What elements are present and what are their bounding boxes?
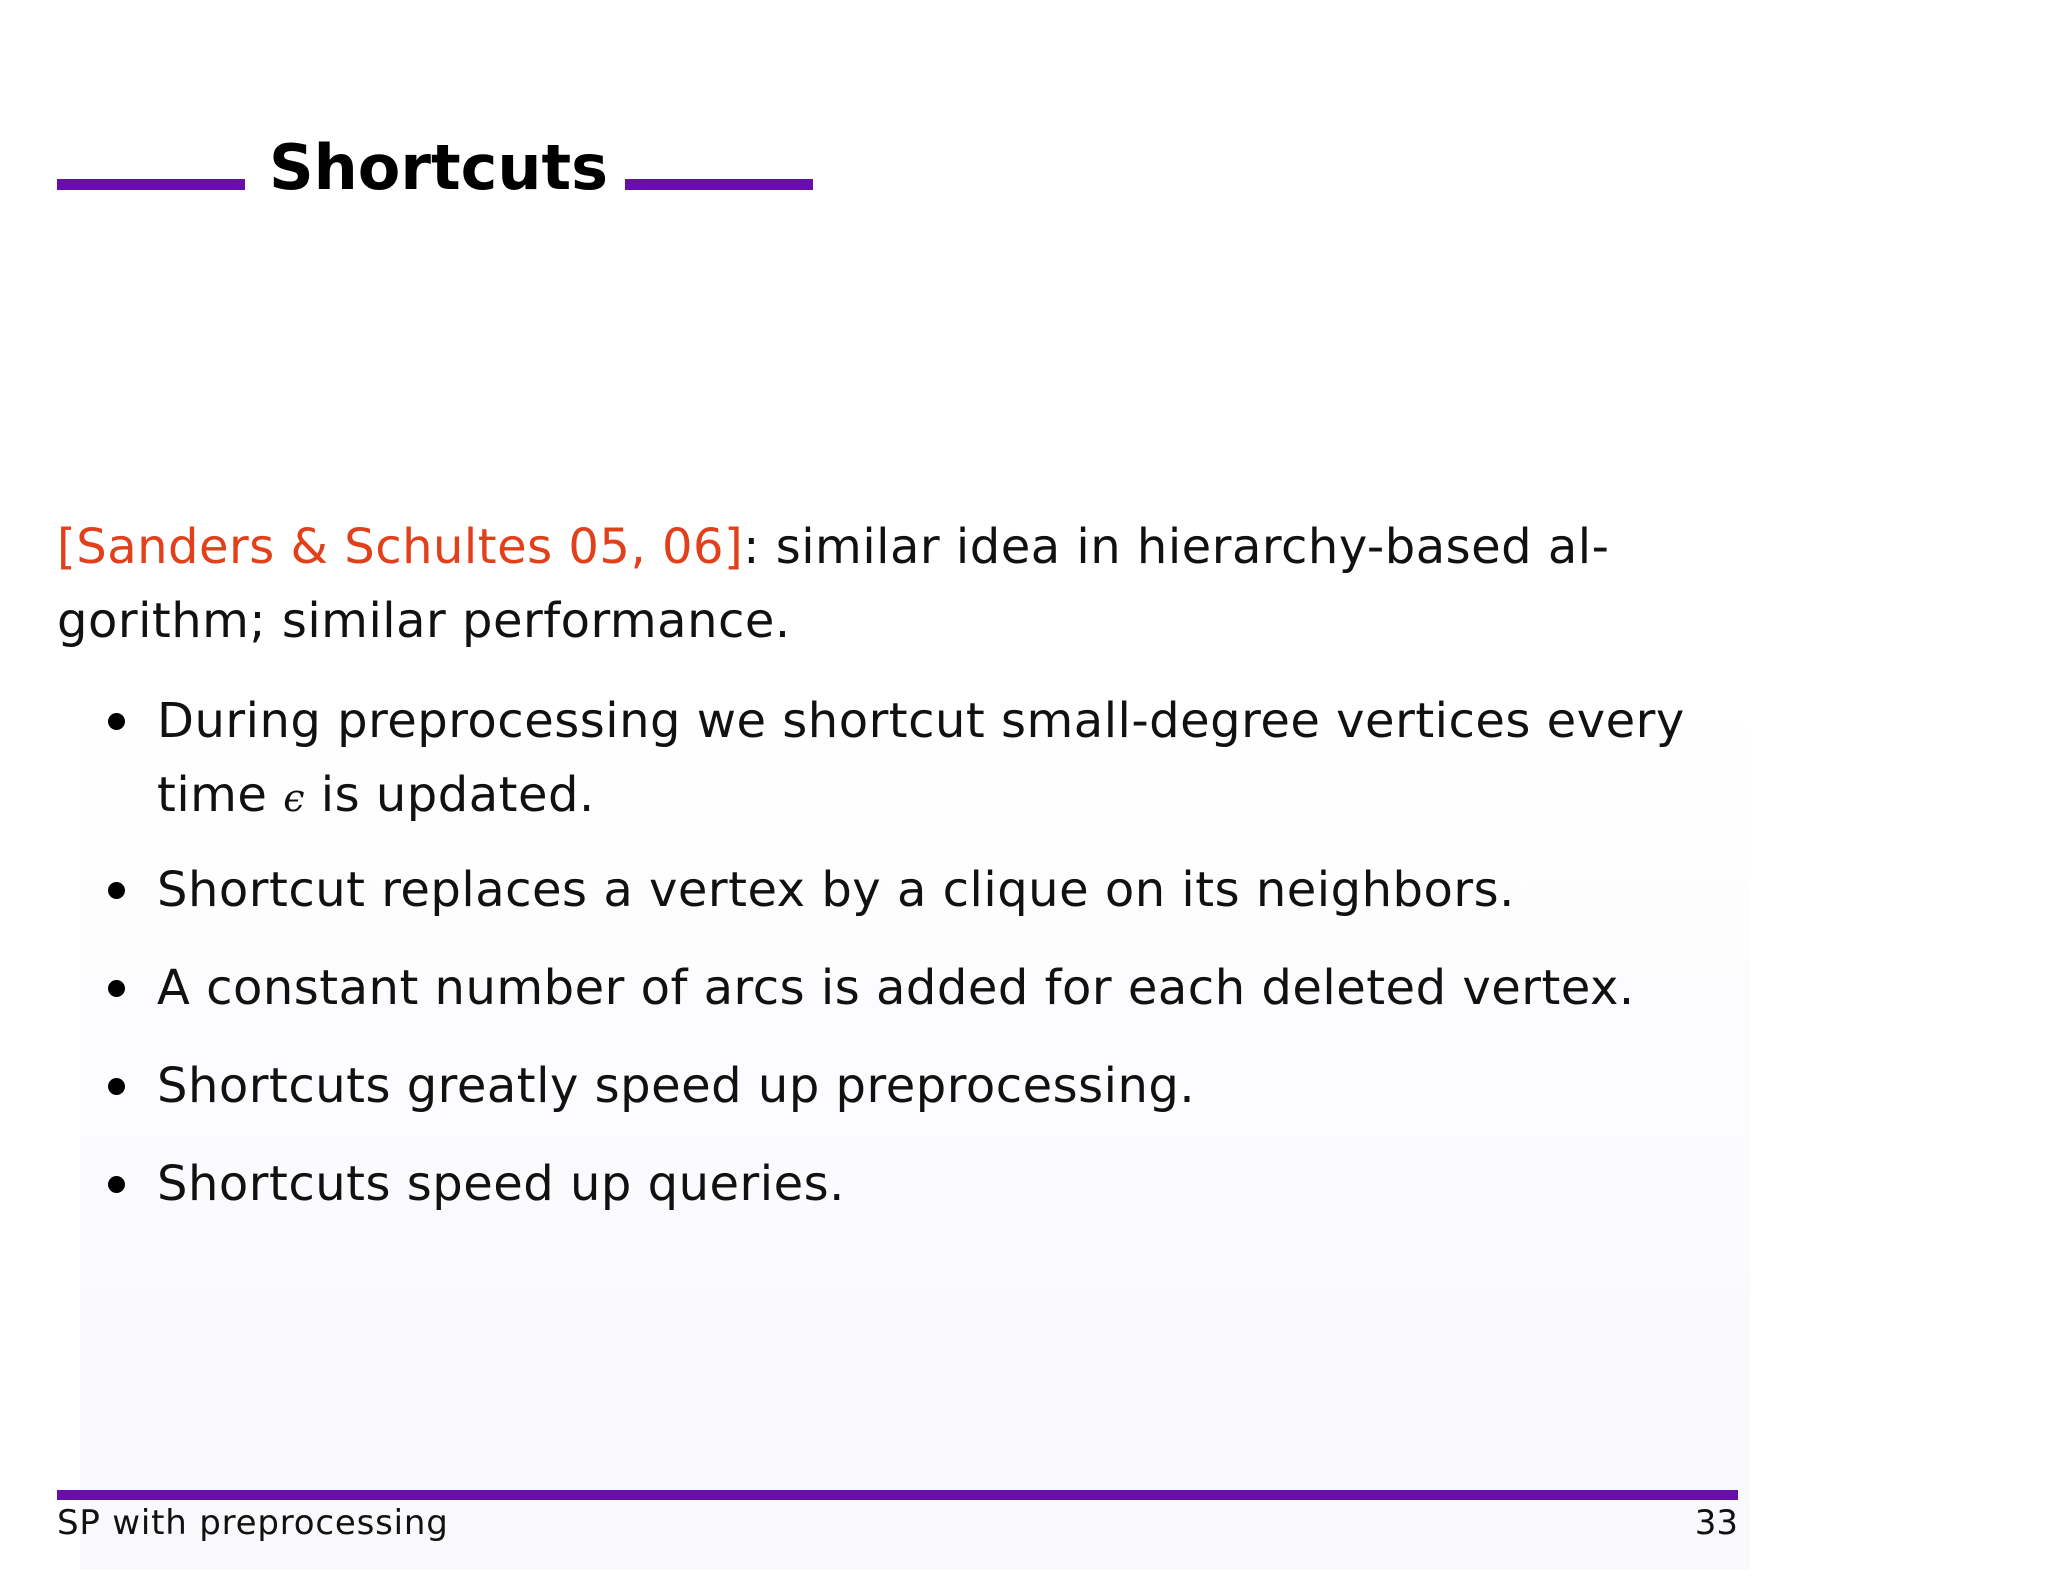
- slide-title-row: [57, 128, 1057, 208]
- epsilon-symbol: ϵ: [283, 776, 305, 820]
- page-number: 33: [1694, 1503, 1738, 1543]
- bullet-dot-icon: [108, 882, 125, 899]
- bullet-line-1: During preprocessing we shortcut small-degree vertices every: [157, 693, 1685, 749]
- bullet-text: Shortcut replaces a vertex by a clique on its neighbors.: [157, 862, 1515, 918]
- bullet-dot-icon: [108, 980, 125, 997]
- intro-line-2: gorithm; similar performance.: [57, 593, 791, 649]
- citation: [Sanders & Schultes 05, 06]: [57, 519, 744, 575]
- bullet-line-2: [157, 758, 1685, 835]
- intro-line-1-text: : similar idea in hierarchy-based al-: [743, 519, 1610, 575]
- slide-title: Shortcuts: [269, 131, 609, 204]
- footer-section-title: SP with preprocessing: [57, 1503, 449, 1543]
- bullet-line-2-end: is updated.: [305, 767, 595, 823]
- bullet-text: [157, 684, 1685, 835]
- intro-paragraph: [57, 510, 1757, 658]
- bullet-dot-icon: [108, 1176, 125, 1193]
- bullet-text: Shortcuts speed up queries.: [157, 1156, 845, 1212]
- bullet-line-2-start: time: [157, 767, 284, 823]
- title-rule-right: [625, 179, 813, 190]
- bullet-text: Shortcuts greatly speed up preprocessing.: [157, 1058, 1196, 1114]
- intro-line-1: [57, 510, 1757, 584]
- title-rule-left: [57, 179, 245, 190]
- footer-rule: [57, 1490, 1738, 1500]
- bullet-dot-icon: [108, 713, 125, 730]
- bullet-dot-icon: [108, 1078, 125, 1095]
- bullet-text: A constant number of arcs is added for each deleted vertex.: [157, 960, 1635, 1016]
